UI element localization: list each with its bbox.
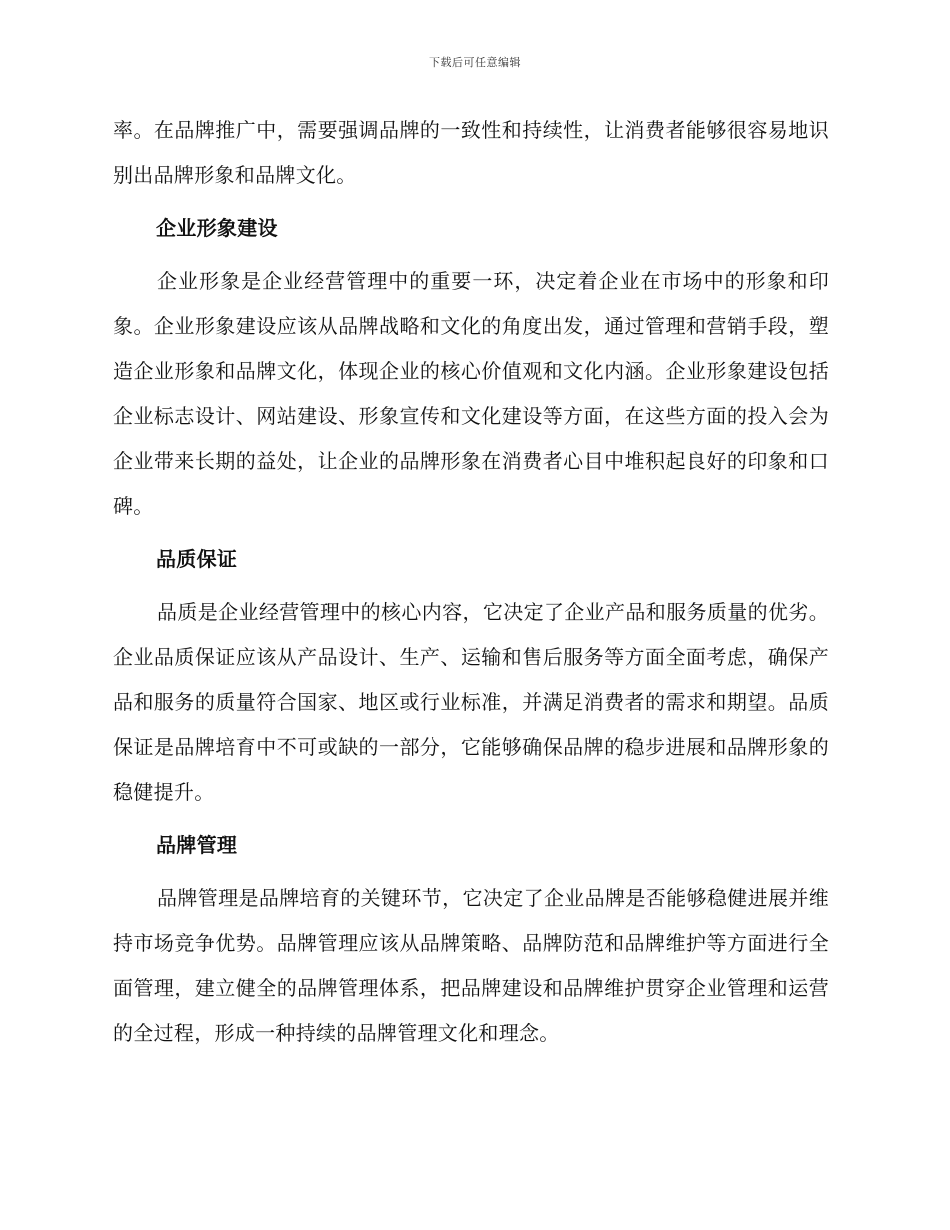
paragraph-corporate-image: 企业形象是企业经营管理中的重要一环，决定着企业在市场中的形象和印象。企业形象建设应该从品牌战略和文化的角度出发，通过管理和营销手段，塑造企业形象和品牌文化，体现企业的核心价值观和文化内涵。企业形象建设包括企业标志设计、网站建设、形象宣传和文化建设等方面，在这些方面的投入会为企业带来长期的益处，让企业的品牌形象在消费者心目中堆积起良好的印象和口碑。 (113, 269, 829, 518)
paragraph-quality-assurance: 品质是企业经营管理中的核心内容，它决定了企业产品和服务质量的优劣。企业品质保证应该从产品设计、生产、运输和售后服务等方面全面考虑，确保产品和服务的质量符合国家、地区或行业标准，并满足消费者的需求和期望。品质保证是品牌培育中不可或缺的一部分，它能够确保品牌的稳步进展和品牌形象的稳健提升。 (113, 600, 829, 804)
document-body (113, 108, 829, 1056)
paragraph-brand-management: 品牌管理是品牌培育的关键环节，它决定了企业品牌是否能够稳健进展并维持市场竞争优势。品牌管理应该从品牌策略、品牌防范和品牌维护等方面进行全面管理，建立健全的品牌管理体系，把品牌建设和品牌维护贯穿企业管理和运营的全过程，形成一种持续的品牌管理文化和理念。 (113, 886, 829, 1045)
page-header-note: 下载后可任意编辑 (429, 56, 521, 69)
section-heading-corporate-image: 企业形象建设 (156, 216, 278, 240)
section-heading-brand-management: 品牌管理 (156, 833, 238, 857)
paragraph-brand-promotion: 率。在品牌推广中，需要强调品牌的一致性和持续性，让消费者能够很容易地识别出品牌形象和品牌文化。 (113, 118, 829, 187)
section-heading-quality-assurance: 品质保证 (156, 547, 238, 571)
